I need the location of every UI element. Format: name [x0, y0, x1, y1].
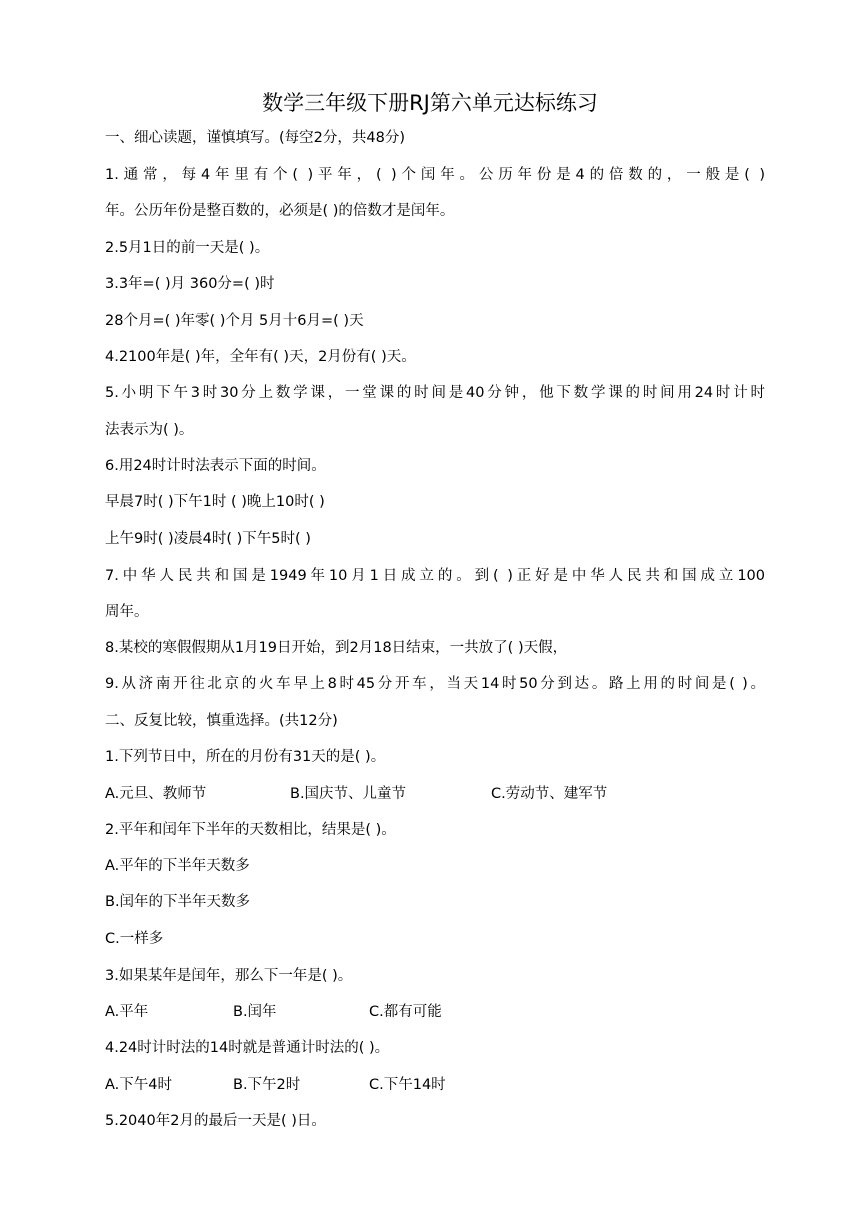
option-c: C.劳动节、建军节 — [491, 786, 608, 802]
q8-line: 8.某校的寒假假期从1月19日开始，到2月18日结束，一共放了( )天假， — [105, 640, 568, 656]
q4-line: 4.2100年是( )年，全年有( )天，2月份有( )天。 — [105, 349, 416, 365]
q1-line-1: 1.通常，每4年里有个( )平年，( )个闰年。公历年份是4的倍数的，一般是( ) — [105, 167, 765, 183]
choice-q2-option-c: C.一样多 — [105, 931, 164, 947]
q3-line-1: 3.3年=( )月 360分=( )时 — [105, 276, 275, 292]
q1-line-2: 年。公历年份是整百数的，必须是( )的倍数才是闰年。 — [105, 203, 455, 219]
choice-q4-stem: 4.24时计时法的14时就是普通计时法的( )。 — [105, 1040, 390, 1056]
option-a: A.下午4时 — [105, 1077, 172, 1093]
choice-q2-option-b: B.闰年的下半年天数多 — [105, 894, 251, 910]
q7-line-1: 7.中华人民共和国是1949年10月1日成立的。到( )正好是中华人民共和国成立100 — [105, 568, 765, 584]
q6-line: 6.用24时计时法表示下面的时间。 — [105, 458, 326, 474]
section2-heading: 二、反复比较，慎重选择。(共12分) — [105, 713, 338, 729]
option-b: B.闰年 — [233, 1004, 277, 1020]
q5-line-2: 法表示为( )。 — [105, 422, 194, 438]
choice-q3-stem: 3.如果某年是闰年，那么下一年是( )。 — [105, 968, 353, 984]
choice-q1-stem: 1.下列节日中，所在的月份有31天的是( )。 — [105, 749, 386, 765]
option-a: A.平年 — [105, 1004, 149, 1020]
choice-q2-option-a: A.平年的下半年天数多 — [105, 858, 250, 874]
q3-line-2: 28个月=( )年零( )个月 5月十6月=( )天 — [105, 313, 364, 329]
section1-heading: 一、细心读题，谨慎填写。(每空2分，共48分) — [105, 130, 405, 146]
option-b: B.下午2时 — [233, 1077, 301, 1093]
choice-q2-stem: 2.平年和闰年下半年的天数相比，结果是( )。 — [105, 822, 396, 838]
option-b: B.国庆节、儿童节 — [290, 786, 407, 802]
q6-times-row-2: 上午9时( )凌晨4时( )下午5时( ) — [105, 531, 311, 547]
q7-line-2: 周年。 — [105, 604, 149, 620]
choice-q5-stem: 5.2040年2月的最后一天是( )日。 — [105, 1113, 326, 1129]
worksheet-title: 数学三年级下册RJ第六单元达标练习 — [262, 91, 598, 115]
q5-line-1: 5.小明下午3时30分上数学课，一堂课的时间是40分钟，他下数学课的时间用24时计时 — [105, 385, 765, 401]
option-a: A.元旦、教师节 — [105, 786, 207, 802]
q9-line: 9.从济南开往北京的火车早上8时45分开车，当天14时50分到达。路上用的时间是( )。 — [105, 676, 765, 692]
option-c: C.都有可能 — [369, 1004, 442, 1020]
q6-times-row-1: 早晨7时( )下午1时 ( )晚上10时( ) — [105, 494, 325, 510]
q2-line: 2.5月1日的前一天是( )。 — [105, 240, 270, 256]
option-c: C.下午14时 — [369, 1077, 446, 1093]
